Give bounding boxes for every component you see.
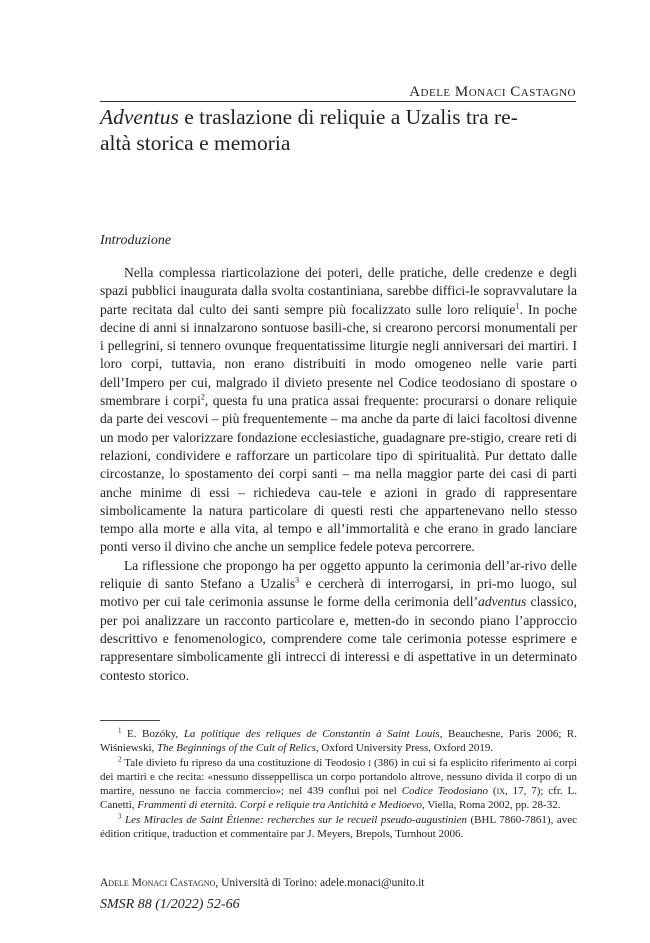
footnote-3 [100,813,577,842]
p2-text-c: classico, per poi analizzare un racconto particolare e, metten-do in secondo piano l’approccio descrittivo e fenomenologico, comprendere come tale cerimonia potesse esprimere e rappresentare simbolicamente gli intrecci di interessi e di aspettative in un determinato contesto storico. [100,594,577,683]
p1-text-c: , questa fu una pratica assai frequente: procurarsi o donare reliquie da parte dei vescovi – più frequentemente – ma anche da parte di laici facoltosi divenne un modo per valorizzare fondazione ecclesiastiche, guadagnare pre-stigio, creare reti di relazioni, condividere e rafforzare un particolare tipo di spiritualità. Pur dettato dalle circostanze, lo spostamento dei corpi santi – ma nella maggior parte dei casi di parti anche minime di essi – richiedeva cau-tele e azioni in grado di rappresentare simbolicamente la natura particolare di questi resti che appartenevano nello stesso tempo alla morte e alla vita, al tempo e all’immortalità e che erano in grado lanciare ponti verso il divino che anche un semplice fedele poteva percorrere. [100,393,577,555]
section-heading: Introduzione [100,233,172,248]
footnote-2 [100,756,577,813]
title-rest: e traslazione di reliquie a Uzalis tra re- [178,105,518,129]
fn2-a: Tale divieto fu ripreso da una costituzione di Teodosio [121,756,369,769]
fn1-b: , Beauchesne, Paris 2006; R. Wiśniewski, [100,728,577,755]
footnote-rule [100,720,160,721]
footnote-ref-3: 3 [295,575,300,585]
fn2-i1: Codice Teodosiano [401,785,489,798]
fn2-sc1: i [368,756,371,769]
fn2-e: , Viella, Roma 2002, pp. 28-32. [422,799,561,812]
affiliation-name: Adele Monaci Castagno [100,877,216,889]
paragraph-1 [100,264,577,557]
fn3-i1: Les Miracles de Saint Étienne: recherches sur le recueil pseudo-augustinien [121,813,467,826]
fn1-i2: The Beginnings of the Cult of Relics [157,742,316,755]
fn1-a: E. Bozóky, [121,728,184,740]
footnote-2-num: 2 [118,754,122,763]
fn1-i1: La politique des reliques de Constantin à Saint Louis [183,728,440,740]
footnote-1 [100,727,577,756]
article-title [100,104,576,156]
body-text [100,264,577,685]
fn3-a: (BHL 7860-7861), avec édition critique, traduction et commentaire par J. Meyers, Brepols, Turnhout 2006. [100,813,577,841]
footnote-ref-1: 1 [515,301,520,311]
p2-text-a: La riflessione che propongo ha per oggetto appunto la cerimonia dell’ar-rivo delle reliquie di santo Stefano a Uzalis [100,557,577,592]
footnote-3-num: 3 [118,812,122,821]
fn2-b: (386) in cui si fa esplicito riferimento ai corpi dei martiri e che recita: «nessuno disseppellisca un corpo portandolo altrove, nessuno divida il corpo di un martire, nessuno ne faccia commercio»; nel 439 confluì poi nel [100,756,577,798]
running-head-author: Adele Monaci Castagno [409,84,576,100]
fn2-c: ( [488,785,497,798]
title-line2: altà storica e memoria [100,131,291,155]
footnotes [100,727,577,841]
paragraph-2 [100,557,577,685]
fn2-sc2: ix [496,785,506,798]
journal-citation: SMSR 88 (1/2022) 52-66 [100,897,240,912]
fn1-c: , Oxford University Press, Oxford 2019. [315,742,494,755]
p2-italic: adventus [478,594,527,610]
p1-text-a: Nella complessa riarticolazione dei poteri, delle pratiche, delle credenze e degli spazi pubblici inaugurata dalla svolta costantiniana, sarebbe diffici-le sopravvalutare la parte recitata dal culto dei santi sempre più focalizzato sulle loro reliquie [100,265,577,317]
footnote-ref-2: 2 [200,392,205,402]
fn2-i2: Frammenti di eternità. Corpi e reliquie tra Antichità e Medioevo [137,799,423,812]
p2-text-b: e cercherà di interrogarsi, in pri-mo luogo, sul motivo per cui tale cerimonia assunse le forme della cerimonia dell’ [100,576,577,610]
header-rule [100,101,576,102]
author-affiliation [100,877,425,889]
fn2-d: , 17, 7); cfr. L. Canetti, [100,785,577,812]
title-italic: Adventus [100,105,179,129]
p1-text-b: . In poche decine di anni si innalzarono sontuose basili-che, si crearono percorsi monumentali per i pellegrini, si tennero ovunque frequentatissime liturgie negli anniversari dei martiri. I loro corpi, tuttavia, non erano distribuiti in modo omogeneo nelle varie parti dell’Impero per cui, malgrado il divieto presente nel Codice teodosiano di spostare o smembrare i corpi [100,301,577,409]
affiliation-rest: , Università di Torino: adele.monaci@unito.it [215,877,425,889]
footnote-1-num: 1 [118,726,122,735]
